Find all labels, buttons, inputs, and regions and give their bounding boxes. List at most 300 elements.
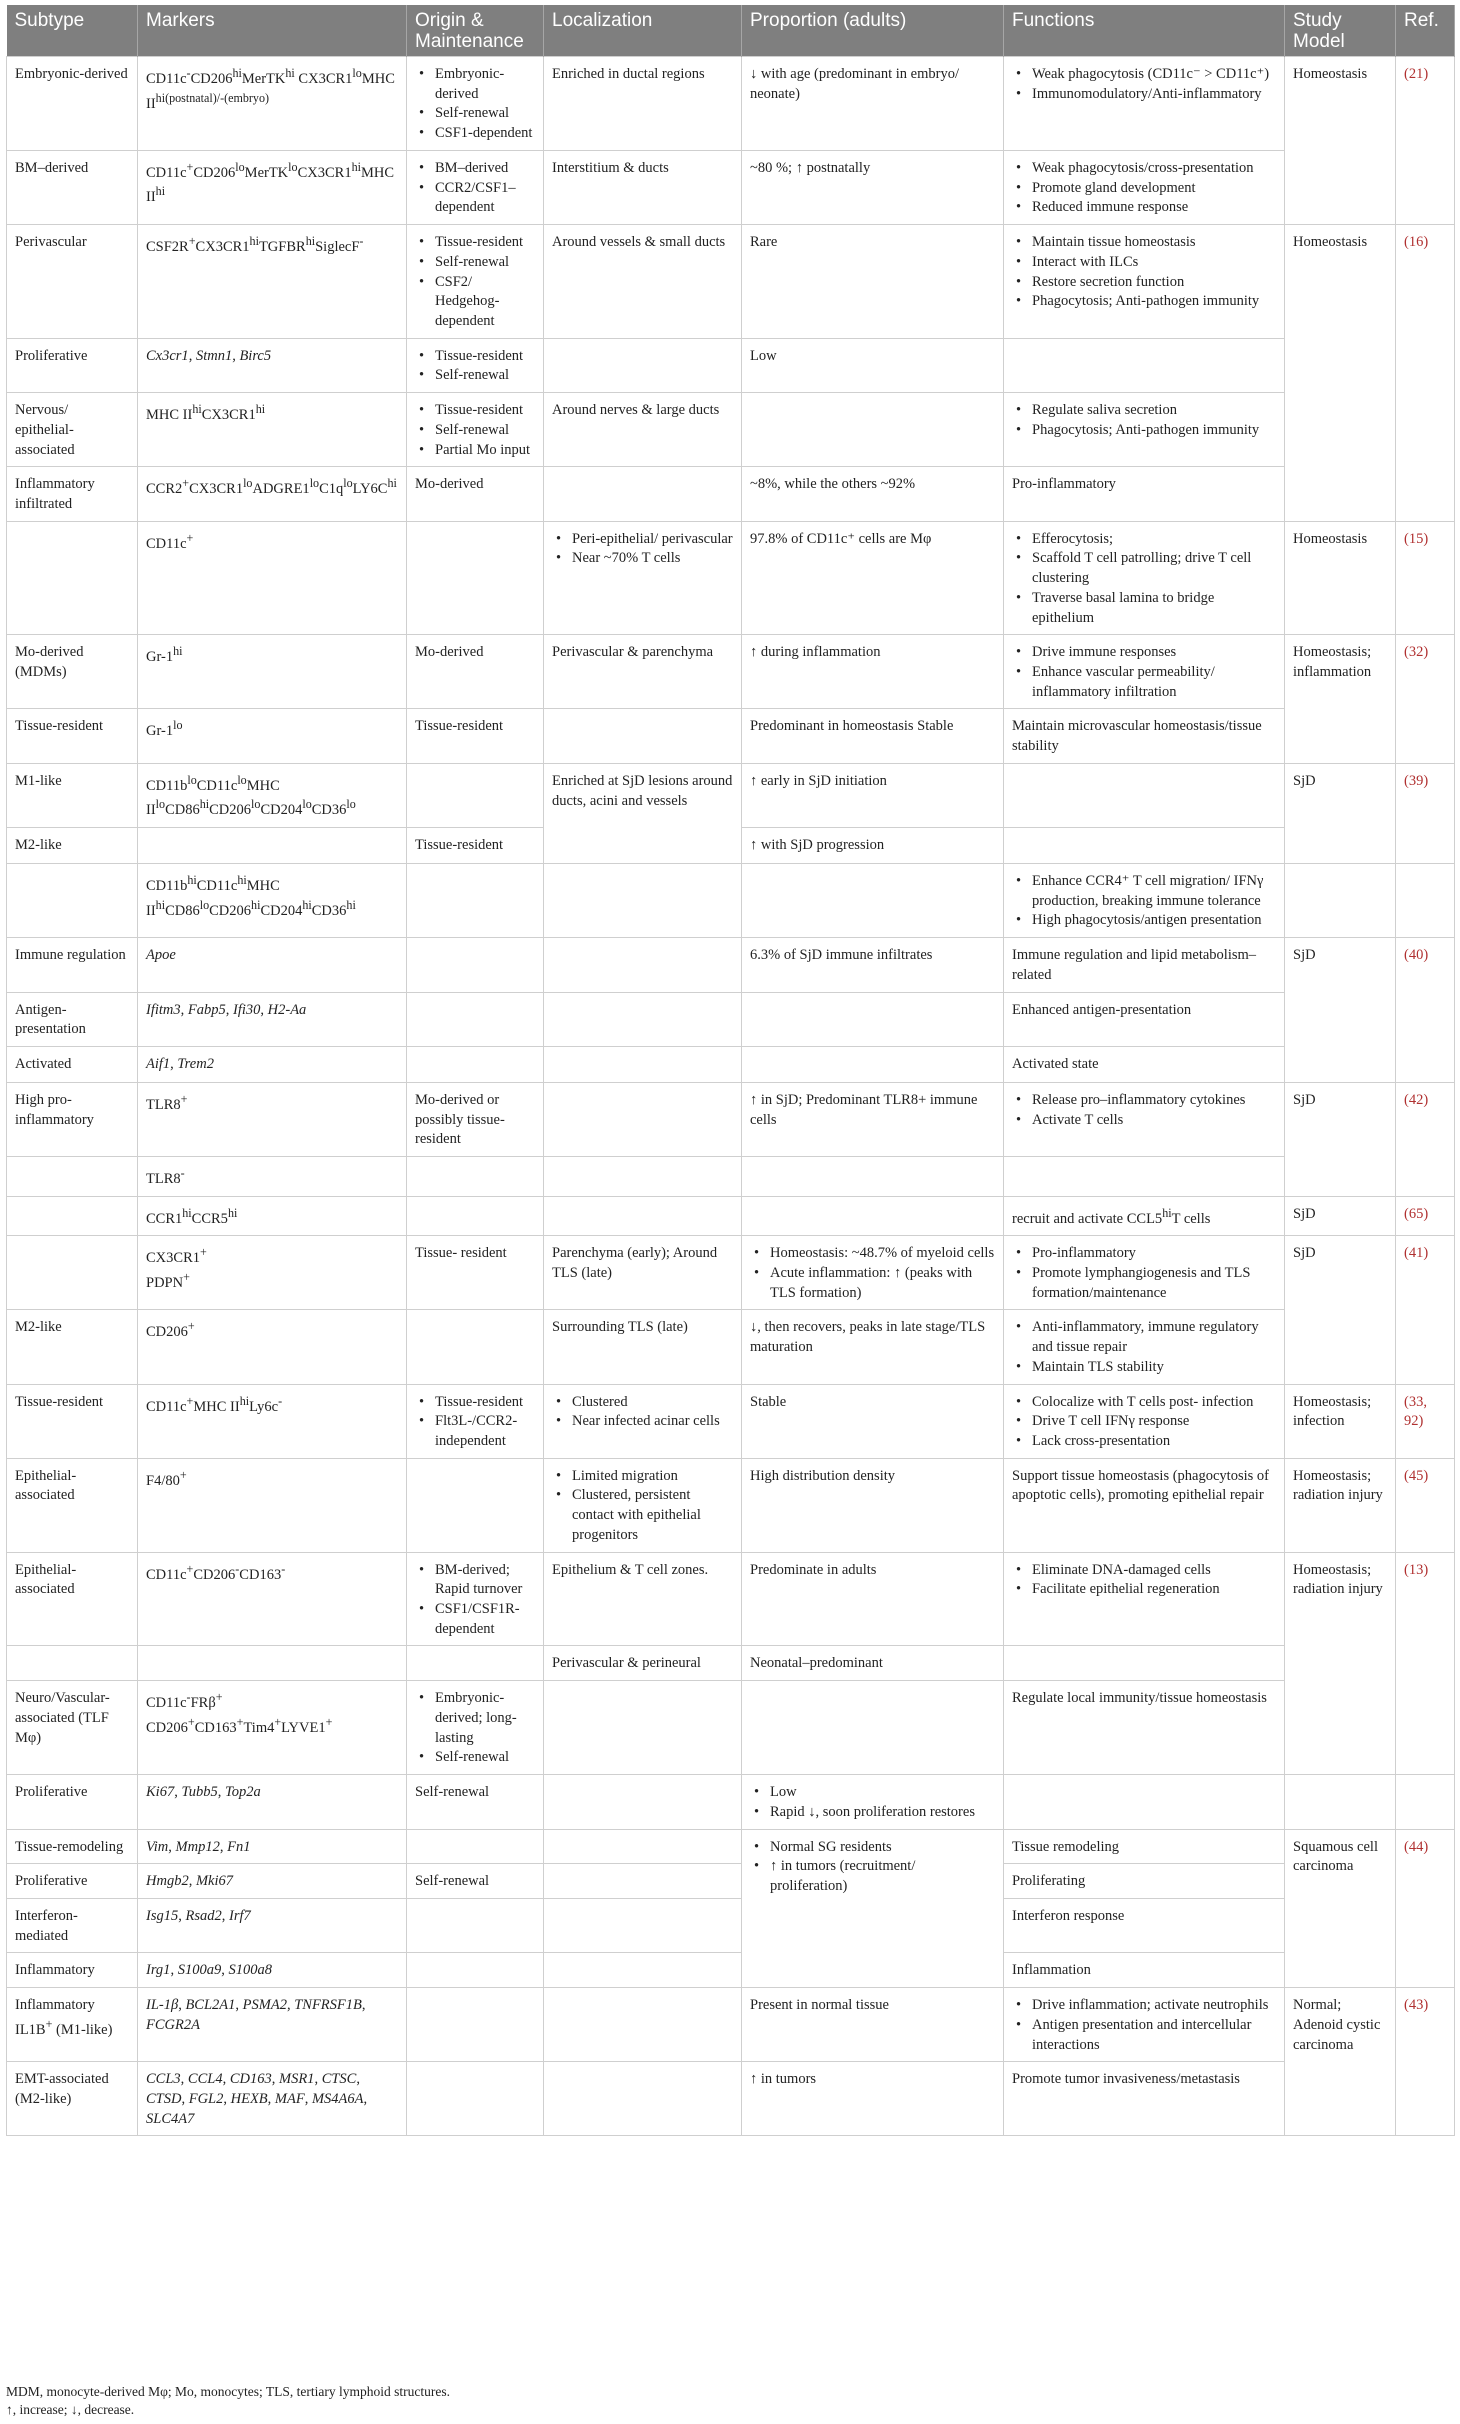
bullet-list	[415, 159, 535, 218]
table-row	[7, 1196, 1455, 1236]
origin-cell	[407, 1384, 544, 1458]
table-footnotes	[6, 2383, 450, 2418]
functions-cell	[1004, 1157, 1285, 1197]
study-model-cell: Homeostasis; infection	[1285, 1384, 1396, 1458]
list-item: • CCR2/CSF1–dependent	[415, 179, 535, 218]
table-row	[7, 225, 1455, 339]
localization-cell	[544, 1681, 742, 1775]
list-item: • CSF1/CSF1R-dependent	[415, 1600, 535, 1639]
table-row	[7, 863, 1455, 937]
origin-cell	[407, 393, 544, 467]
proportion-cell: ↑ during inflammation	[742, 635, 1004, 709]
proportion-cell	[742, 393, 1004, 467]
markers-cell: CD11c+CD206-CD163-	[138, 1552, 407, 1646]
header-subtype: Subtype	[7, 5, 138, 57]
list-item: • Normal SG residents	[750, 1838, 995, 1858]
localization-cell: Around vessels & small ducts	[544, 225, 742, 339]
markers-cell: CD11c+MHC $II^{hi}Ly6c^-$	[138, 1384, 407, 1458]
bullet-list	[1012, 1996, 1276, 2055]
list-item: • Limited migration	[552, 1467, 733, 1487]
origin-cell	[407, 992, 544, 1046]
bullet-list	[415, 65, 535, 144]
markers-cell: CD11c+	[138, 521, 407, 635]
bullet-list	[1012, 65, 1276, 104]
markers-cell: Vim, Mmp12, Fn1	[138, 1829, 407, 1864]
markers-cell: Cx3cr1, Stmn1, Birc5	[138, 338, 407, 392]
markers-cell: CCL3, CCL4, CD163, MSR1, CTSC, CTSD, FGL2, HEXB, MAF, MS4A6A, SLC4A7	[138, 2062, 407, 2136]
study-model-cell: Homeostasis; radiation injury	[1285, 1552, 1396, 1774]
table-row	[7, 1953, 1455, 1988]
origin-cell	[407, 763, 544, 827]
subtype-cell	[7, 521, 138, 635]
list-item: • Tissue-resident	[415, 1393, 535, 1413]
ref-cell	[1396, 1775, 1455, 1829]
bullet-list	[1012, 233, 1276, 312]
table-row	[7, 1646, 1455, 1681]
origin-cell	[407, 863, 544, 937]
bullet-list	[552, 1393, 733, 1432]
list-item: • Interact with ILCs	[1012, 253, 1276, 273]
subtype-cell: Interferon-mediated	[7, 1898, 138, 1952]
localization-cell	[544, 1953, 742, 1988]
subtype-cell: M2-like	[7, 1310, 138, 1384]
list-item: • Colocalize with T cells post- infection	[1012, 1393, 1276, 1413]
functions-cell	[1004, 1384, 1285, 1458]
functions-cell: Regulate local immunity/tissue homeostasis	[1004, 1681, 1285, 1775]
header-origin-maintenance: Origin & Maintenance	[407, 5, 544, 57]
ref-link[interactable]: (43)	[1396, 1988, 1455, 2136]
list-item: • Self-renewal	[415, 421, 535, 441]
markers-cell: TLR8-	[138, 1157, 407, 1197]
subtype-cell: Inflammatory	[7, 1953, 138, 1988]
functions-cell	[1004, 863, 1285, 937]
subtype-cell: Proliferative	[7, 1864, 138, 1899]
localization-cell	[544, 1047, 742, 1083]
markers-cell	[138, 1646, 407, 1681]
study-model-cell	[1285, 1775, 1396, 1829]
subtype-cell: High pro-inflammatory	[7, 1083, 138, 1157]
localization-cell	[544, 1384, 742, 1458]
markers-cell: $Gr-1^{lo}$	[138, 709, 407, 763]
localization-cell: Enriched in ductal regions	[544, 57, 742, 151]
markers-cell: $CD11c^-CD206^{hi}MerTK^{hi}$ $CX3CR1^{lo}MHC$ $II^{hi(postnatal)/-(embryo)}$	[138, 57, 407, 151]
bullet-list	[415, 401, 535, 460]
bullet-list	[1012, 159, 1276, 218]
markers-cell: Hmgb2, Mki67	[138, 1864, 407, 1899]
study-model-cell: SjD	[1285, 1083, 1396, 1197]
bullet-list	[415, 1393, 535, 1452]
origin-cell	[407, 1196, 544, 1236]
functions-cell: Enhanced antigen-presentation	[1004, 992, 1285, 1046]
origin-cell: Self-renewal	[407, 1775, 544, 1829]
subtype-cell: Embryonic-derived	[7, 57, 138, 151]
markers-cell: MHC $II^{hi}CX3CR1^{hi}$	[138, 393, 407, 467]
bullet-list	[1012, 1393, 1276, 1452]
functions-cell: Promote tumor invasiveness/metastasis	[1004, 2062, 1285, 2136]
table-row	[7, 635, 1455, 709]
markers-cell: Isg15, Rsad2, Irf7	[138, 1898, 407, 1952]
functions-cell	[1004, 150, 1285, 224]
proportion-cell: Rare	[742, 225, 1004, 339]
bullet-list	[750, 1244, 995, 1303]
list-item: • Acute inflammation: ↑ (peaks with TLS formation)	[750, 1264, 995, 1303]
study-model-cell: Squamous cell carcinoma	[1285, 1829, 1396, 1988]
list-item: • Immunomodulatory/Anti-inflammatory	[1012, 85, 1276, 105]
ref-cell	[1396, 863, 1455, 937]
functions-cell	[1004, 1988, 1285, 2062]
proportion-cell: ~8%, while the others ~92%	[742, 467, 1004, 521]
list-item: • Weak phagocytosis/cross-presentation	[1012, 159, 1276, 179]
origin-cell	[407, 1829, 544, 1864]
subtype-cell: Epithelial-associated	[7, 1552, 138, 1646]
table-body	[7, 57, 1455, 2136]
table-row	[7, 338, 1455, 392]
localization-cell	[544, 1458, 742, 1552]
table-row	[7, 1988, 1455, 2062]
functions-cell	[1004, 57, 1285, 151]
origin-cell	[407, 57, 544, 151]
list-item: • Phagocytosis; Anti-pathogen immunity	[1012, 421, 1276, 441]
list-item: • Maintain TLS stability	[1012, 1358, 1276, 1378]
origin-cell	[407, 938, 544, 992]
proportion-cell	[742, 1236, 1004, 1310]
functions-cell: recruit and activate $CCL5^{hi}T$ cells	[1004, 1196, 1285, 1236]
macrophage-subtype-table	[6, 5, 1455, 2136]
origin-cell	[407, 1047, 544, 1083]
table-row	[7, 992, 1455, 1046]
list-item: • Regulate saliva secretion	[1012, 401, 1276, 421]
proportion-cell: 6.3% of SjD immune infiltrates	[742, 938, 1004, 992]
origin-cell: Self-renewal	[407, 1864, 544, 1899]
list-item: • Release pro–inflammatory cytokines	[1012, 1091, 1276, 1111]
table-row	[7, 1384, 1455, 1458]
bullet-list	[1012, 1318, 1276, 1377]
origin-cell	[407, 1681, 544, 1775]
proportion-cell: ↑ in SjD; Predominant TLR8+ immune cells	[742, 1083, 1004, 1157]
subtype-cell: Nervous/ epithelial-associated	[7, 393, 138, 467]
list-item: • Promote gland development	[1012, 179, 1276, 199]
proportion-cell: Predominant in homeostasis Stable	[742, 709, 1004, 763]
study-model-cell: Homeostasis	[1285, 521, 1396, 635]
origin-cell	[407, 1646, 544, 1681]
subtype-cell: Epithelial-associated	[7, 1458, 138, 1552]
functions-cell	[1004, 1310, 1285, 1384]
bullet-list	[552, 530, 733, 569]
markers-cell: CX3CR1+ PDPN+	[138, 1236, 407, 1310]
functions-cell: Maintain microvascular homeostasis/tissue stability	[1004, 709, 1285, 763]
list-item: • Near ~70% T cells	[552, 549, 733, 569]
proportion-cell: ↑ with SjD progression	[742, 827, 1004, 863]
list-item: • Flt3L-/CCR2-independent	[415, 1412, 535, 1451]
ref-link[interactable]: (13)	[1396, 1552, 1455, 1774]
ref-link[interactable]: (42)	[1396, 1083, 1455, 1197]
list-item: • Anti-inflammatory, immune regulatory and tissue repair	[1012, 1318, 1276, 1357]
list-item: • High phagocytosis/antigen presentation	[1012, 911, 1276, 931]
list-item: • Embryonic-derived; long-lasting	[415, 1689, 535, 1748]
table-row	[7, 467, 1455, 521]
table-row	[7, 1775, 1455, 1829]
subtype-cell: Immune regulation	[7, 938, 138, 992]
list-item: • Traverse basal lamina to bridge epithelium	[1012, 589, 1276, 628]
origin-cell: Tissue- resident	[407, 1236, 544, 1310]
localization-cell	[544, 1775, 742, 1829]
list-item: • Near infected acinar cells	[552, 1412, 733, 1432]
study-model-cell	[1285, 863, 1396, 937]
subtype-cell	[7, 863, 138, 937]
bullet-list	[552, 1467, 733, 1546]
subtype-cell: M2-like	[7, 827, 138, 863]
bullet-list	[1012, 1244, 1276, 1303]
bullet-list	[1012, 1091, 1276, 1130]
list-item: • Lack cross-presentation	[1012, 1432, 1276, 1452]
markers-cell: CD11c-FRβ+ CD206+CD163+Tim4+LYVE1+	[138, 1681, 407, 1775]
list-item: • Embryonic-derived	[415, 65, 535, 104]
functions-cell: Inflammation	[1004, 1953, 1285, 1988]
list-item: • Self-renewal	[415, 1748, 535, 1768]
origin-cell	[407, 521, 544, 635]
ref-link[interactable]: (21)	[1396, 57, 1455, 225]
localization-cell: Perivascular & perineural	[544, 1646, 742, 1681]
functions-cell	[1004, 827, 1285, 863]
bullet-list	[1012, 1561, 1276, 1600]
markers-cell: $CCR1^{hi}CCR5^{hi}$	[138, 1196, 407, 1236]
list-item: • Tissue-resident	[415, 401, 535, 421]
subtype-cell: Antigen-presentation	[7, 992, 138, 1046]
functions-cell: Pro-inflammatory	[1004, 467, 1285, 521]
bullet-list	[1012, 872, 1276, 931]
localization-cell	[544, 1083, 742, 1157]
functions-cell: Activated state	[1004, 1047, 1285, 1083]
localization-cell	[544, 521, 742, 635]
proportion-cell: Low	[742, 338, 1004, 392]
ref-link[interactable]: (44)	[1396, 1829, 1455, 1988]
header-ref: Ref.	[1396, 5, 1455, 57]
markers-cell: Ifitm3, Fabp5, Ifi30, H2-Aa	[138, 992, 407, 1046]
list-item: • Antigen presentation and intercellular interactions	[1012, 2016, 1276, 2055]
subtype-cell: Activated	[7, 1047, 138, 1083]
origin-cell	[407, 1988, 544, 2062]
functions-cell	[1004, 635, 1285, 709]
proportion-cell: Neonatal–predominant	[742, 1646, 1004, 1681]
markers-cell: TLR8+	[138, 1083, 407, 1157]
study-model-cell: SjD	[1285, 1236, 1396, 1384]
table-row	[7, 2062, 1455, 2136]
proportion-cell	[742, 863, 1004, 937]
localization-cell: Interstitium & ducts	[544, 150, 742, 224]
localization-cell: Around nerves & large ducts	[544, 393, 742, 467]
subtype-cell: Tissue-remodeling	[7, 1829, 138, 1864]
list-item: • Tissue-resident	[415, 233, 535, 253]
bullet-list	[750, 1838, 995, 1897]
subtype-cell: Neuro/Vascular-associated (TLF Mφ)	[7, 1681, 138, 1775]
functions-cell: Immune regulation and lipid metabolism–related	[1004, 938, 1285, 992]
markers-cell: Aif1, Trem2	[138, 1047, 407, 1083]
functions-cell	[1004, 763, 1285, 827]
markers-cell: $CD11c^+CD206^{lo}MerTK^{lo}CX3CR1^{hi}MHC$ $II^{hi}$	[138, 150, 407, 224]
table-header-row	[7, 5, 1455, 57]
ref-link[interactable]: (32)	[1396, 635, 1455, 764]
proportion-cell	[742, 1196, 1004, 1236]
localization-cell	[544, 863, 742, 937]
list-item: • Partial Mo input	[415, 441, 535, 461]
ref-link[interactable]: (39)	[1396, 763, 1455, 863]
functions-cell	[1004, 393, 1285, 467]
functions-cell	[1004, 1236, 1285, 1310]
list-item: • Self-renewal	[415, 366, 535, 386]
ref-link[interactable]: (65)	[1396, 1196, 1455, 1236]
functions-cell: Interferon response	[1004, 1898, 1285, 1952]
markers-cell: Ki67, Tubb5, Top2a	[138, 1775, 407, 1829]
ref-link[interactable]: (45)	[1396, 1458, 1455, 1552]
study-model-cell: Normal; Adenoid cystic carcinoma	[1285, 1988, 1396, 2136]
origin-cell: Mo-derived	[407, 467, 544, 521]
functions-cell	[1004, 338, 1285, 392]
table-row	[7, 1236, 1455, 1310]
table-row	[7, 1157, 1455, 1197]
list-item: • Promote lymphangiogenesis and TLS formation/maintenance	[1012, 1264, 1276, 1303]
subtype-cell	[7, 1157, 138, 1197]
list-item: • Homeostasis: ~48.7% of myeloid cells	[750, 1244, 995, 1264]
localization-cell	[544, 2062, 742, 2136]
table-row	[7, 763, 1455, 827]
ref-link[interactable]: (40)	[1396, 938, 1455, 1083]
list-item: • Enhance vascular permeability/ inflammatory infiltration	[1012, 663, 1276, 702]
ref-link[interactable]: (15)	[1396, 521, 1455, 635]
study-model-cell: SjD	[1285, 938, 1396, 1083]
footnote-arrows: ↑, increase; ↓, decrease.	[6, 2401, 135, 2417]
markers-cell: IL-1β, BCL2A1, PSMA2, TNFRSF1B, FCGR2A	[138, 1988, 407, 2062]
markers-cell: F4/80+	[138, 1458, 407, 1552]
proportion-cell	[742, 1775, 1004, 1829]
proportion-cell	[742, 992, 1004, 1046]
markers-cell: CD206+	[138, 1310, 407, 1384]
list-item: • Reduced immune response	[1012, 198, 1276, 218]
origin-cell	[407, 1552, 544, 1646]
markers-cell: $CCR2^+CX3CR1^{lo}ADGRE1^{lo}C1q^{lo}LY6C^{hi}$	[138, 467, 407, 521]
localization-cell	[544, 1829, 742, 1864]
functions-cell	[1004, 1646, 1285, 1681]
localization-cell: Surrounding TLS (late)	[544, 1310, 742, 1384]
table-row	[7, 1829, 1455, 1864]
subtype-cell: Proliferative	[7, 338, 138, 392]
table-row	[7, 150, 1455, 224]
ref-link[interactable]: (41)	[1396, 1236, 1455, 1384]
list-item: • Weak phagocytosis (CD11c⁻ > CD11c⁺)	[1012, 65, 1276, 85]
localization-cell: Parenchyma (early); Around TLS (late)	[544, 1236, 742, 1310]
list-item: • Drive T cell IFNγ response	[1012, 1412, 1276, 1432]
markers-cell: $CSF2R^+CX3CR1^{hi}TGFBR^{hi}SiglecF^-$	[138, 225, 407, 339]
table-row	[7, 1552, 1455, 1646]
localization-cell	[544, 992, 742, 1046]
functions-cell	[1004, 225, 1285, 339]
subtype-cell: M1-like	[7, 763, 138, 827]
proportion-cell	[742, 1829, 1004, 1988]
bullet-list	[415, 347, 535, 386]
list-item: • Tissue-resident	[415, 347, 535, 367]
localization-cell	[544, 938, 742, 992]
proportion-cell: ~80 %; ↑ postnatally	[742, 150, 1004, 224]
list-item: • Scaffold T cell patrolling; drive T cell clustering	[1012, 549, 1276, 588]
list-item: • Rapid ↓, soon proliferation restores	[750, 1803, 995, 1823]
list-item: • Facilitate epithelial regeneration	[1012, 1580, 1276, 1600]
proportion-cell: 97.8% of CD11c⁺ cells are Mφ	[742, 521, 1004, 635]
localization-cell	[544, 1864, 742, 1899]
header-functions: Functions	[1004, 5, 1285, 57]
list-item: • Eliminate DNA-damaged cells	[1012, 1561, 1276, 1581]
proportion-cell: High distribution density	[742, 1458, 1004, 1552]
table-row	[7, 1458, 1455, 1552]
origin-cell	[407, 1458, 544, 1552]
functions-cell	[1004, 1775, 1285, 1829]
list-item: • Self-renewal	[415, 104, 535, 124]
localization-cell	[544, 1196, 742, 1236]
table-row	[7, 709, 1455, 763]
bullet-list	[415, 1689, 535, 1768]
subtype-cell	[7, 1646, 138, 1681]
table-row	[7, 1681, 1455, 1775]
origin-cell	[407, 338, 544, 392]
localization-cell	[544, 1157, 742, 1197]
functions-cell: Support tissue homeostasis (phagocytosis of apoptotic cells), promoting epithelial repair	[1004, 1458, 1285, 1552]
header-localization: Localization	[544, 5, 742, 57]
bullet-list	[415, 1561, 535, 1640]
bullet-list	[1012, 643, 1276, 702]
subtype-cell: Tissue-resident	[7, 1384, 138, 1458]
functions-cell: Proliferating	[1004, 1864, 1285, 1899]
localization-cell	[544, 1898, 742, 1952]
header-proportion: Proportion (adults)	[742, 5, 1004, 57]
proportion-cell	[742, 1047, 1004, 1083]
list-item: • Peri-epithelial/ perivascular	[552, 530, 733, 550]
list-item: • Self-renewal	[415, 253, 535, 273]
subtype-cell: Tissue-resident	[7, 709, 138, 763]
list-item: • Efferocytosis;	[1012, 530, 1276, 550]
proportion-cell: Predominate in adults	[742, 1552, 1004, 1646]
table-row	[7, 1083, 1455, 1157]
functions-cell	[1004, 521, 1285, 635]
bullet-list	[1012, 401, 1276, 440]
localization-cell: Enriched at SjD lesions around ducts, acini and vessels	[544, 763, 742, 863]
study-model-cell: Homeostasis	[1285, 57, 1396, 225]
subtype-cell: Inflammatory infiltrated	[7, 467, 138, 521]
origin-cell	[407, 1310, 544, 1384]
bullet-list	[1012, 530, 1276, 629]
origin-cell	[407, 2062, 544, 2136]
functions-cell: Tissue remodeling	[1004, 1829, 1285, 1864]
study-model-cell: SjD	[1285, 763, 1396, 863]
origin-cell	[407, 150, 544, 224]
ref-cell: (33, 92)	[1396, 1384, 1455, 1458]
study-model-cell: Homeostasis	[1285, 225, 1396, 522]
list-item: • Maintain tissue homeostasis	[1012, 233, 1276, 253]
subtype-cell: Perivascular	[7, 225, 138, 339]
markers-cell	[138, 827, 407, 863]
table-row	[7, 1310, 1455, 1384]
functions-cell	[1004, 1552, 1285, 1646]
subtype-cell: Inflammatory IL1B+ (M1-like)	[7, 1988, 138, 2062]
origin-cell: Tissue-resident	[407, 709, 544, 763]
ref-link[interactable]: (16)	[1396, 225, 1455, 522]
subtype-cell	[7, 1196, 138, 1236]
proportion-cell: ↓ with age (predominant in embryo/ neonate)	[742, 57, 1004, 151]
list-item: • Clustered, persistent contact with epithelial progenitors	[552, 1486, 733, 1545]
list-item: • Drive immune responses	[1012, 643, 1276, 663]
list-item: • Drive inflammation; activate neutrophils	[1012, 1996, 1276, 2016]
table-row	[7, 1047, 1455, 1083]
list-item: • Restore secretion function	[1012, 273, 1276, 293]
footnote-abbreviations: MDM, monocyte-derived Mφ; Mo, monocytes; TLS, tertiary lymphoid structures.	[6, 2384, 450, 2399]
list-item: • BM-derived; Rapid turnover	[415, 1561, 535, 1600]
